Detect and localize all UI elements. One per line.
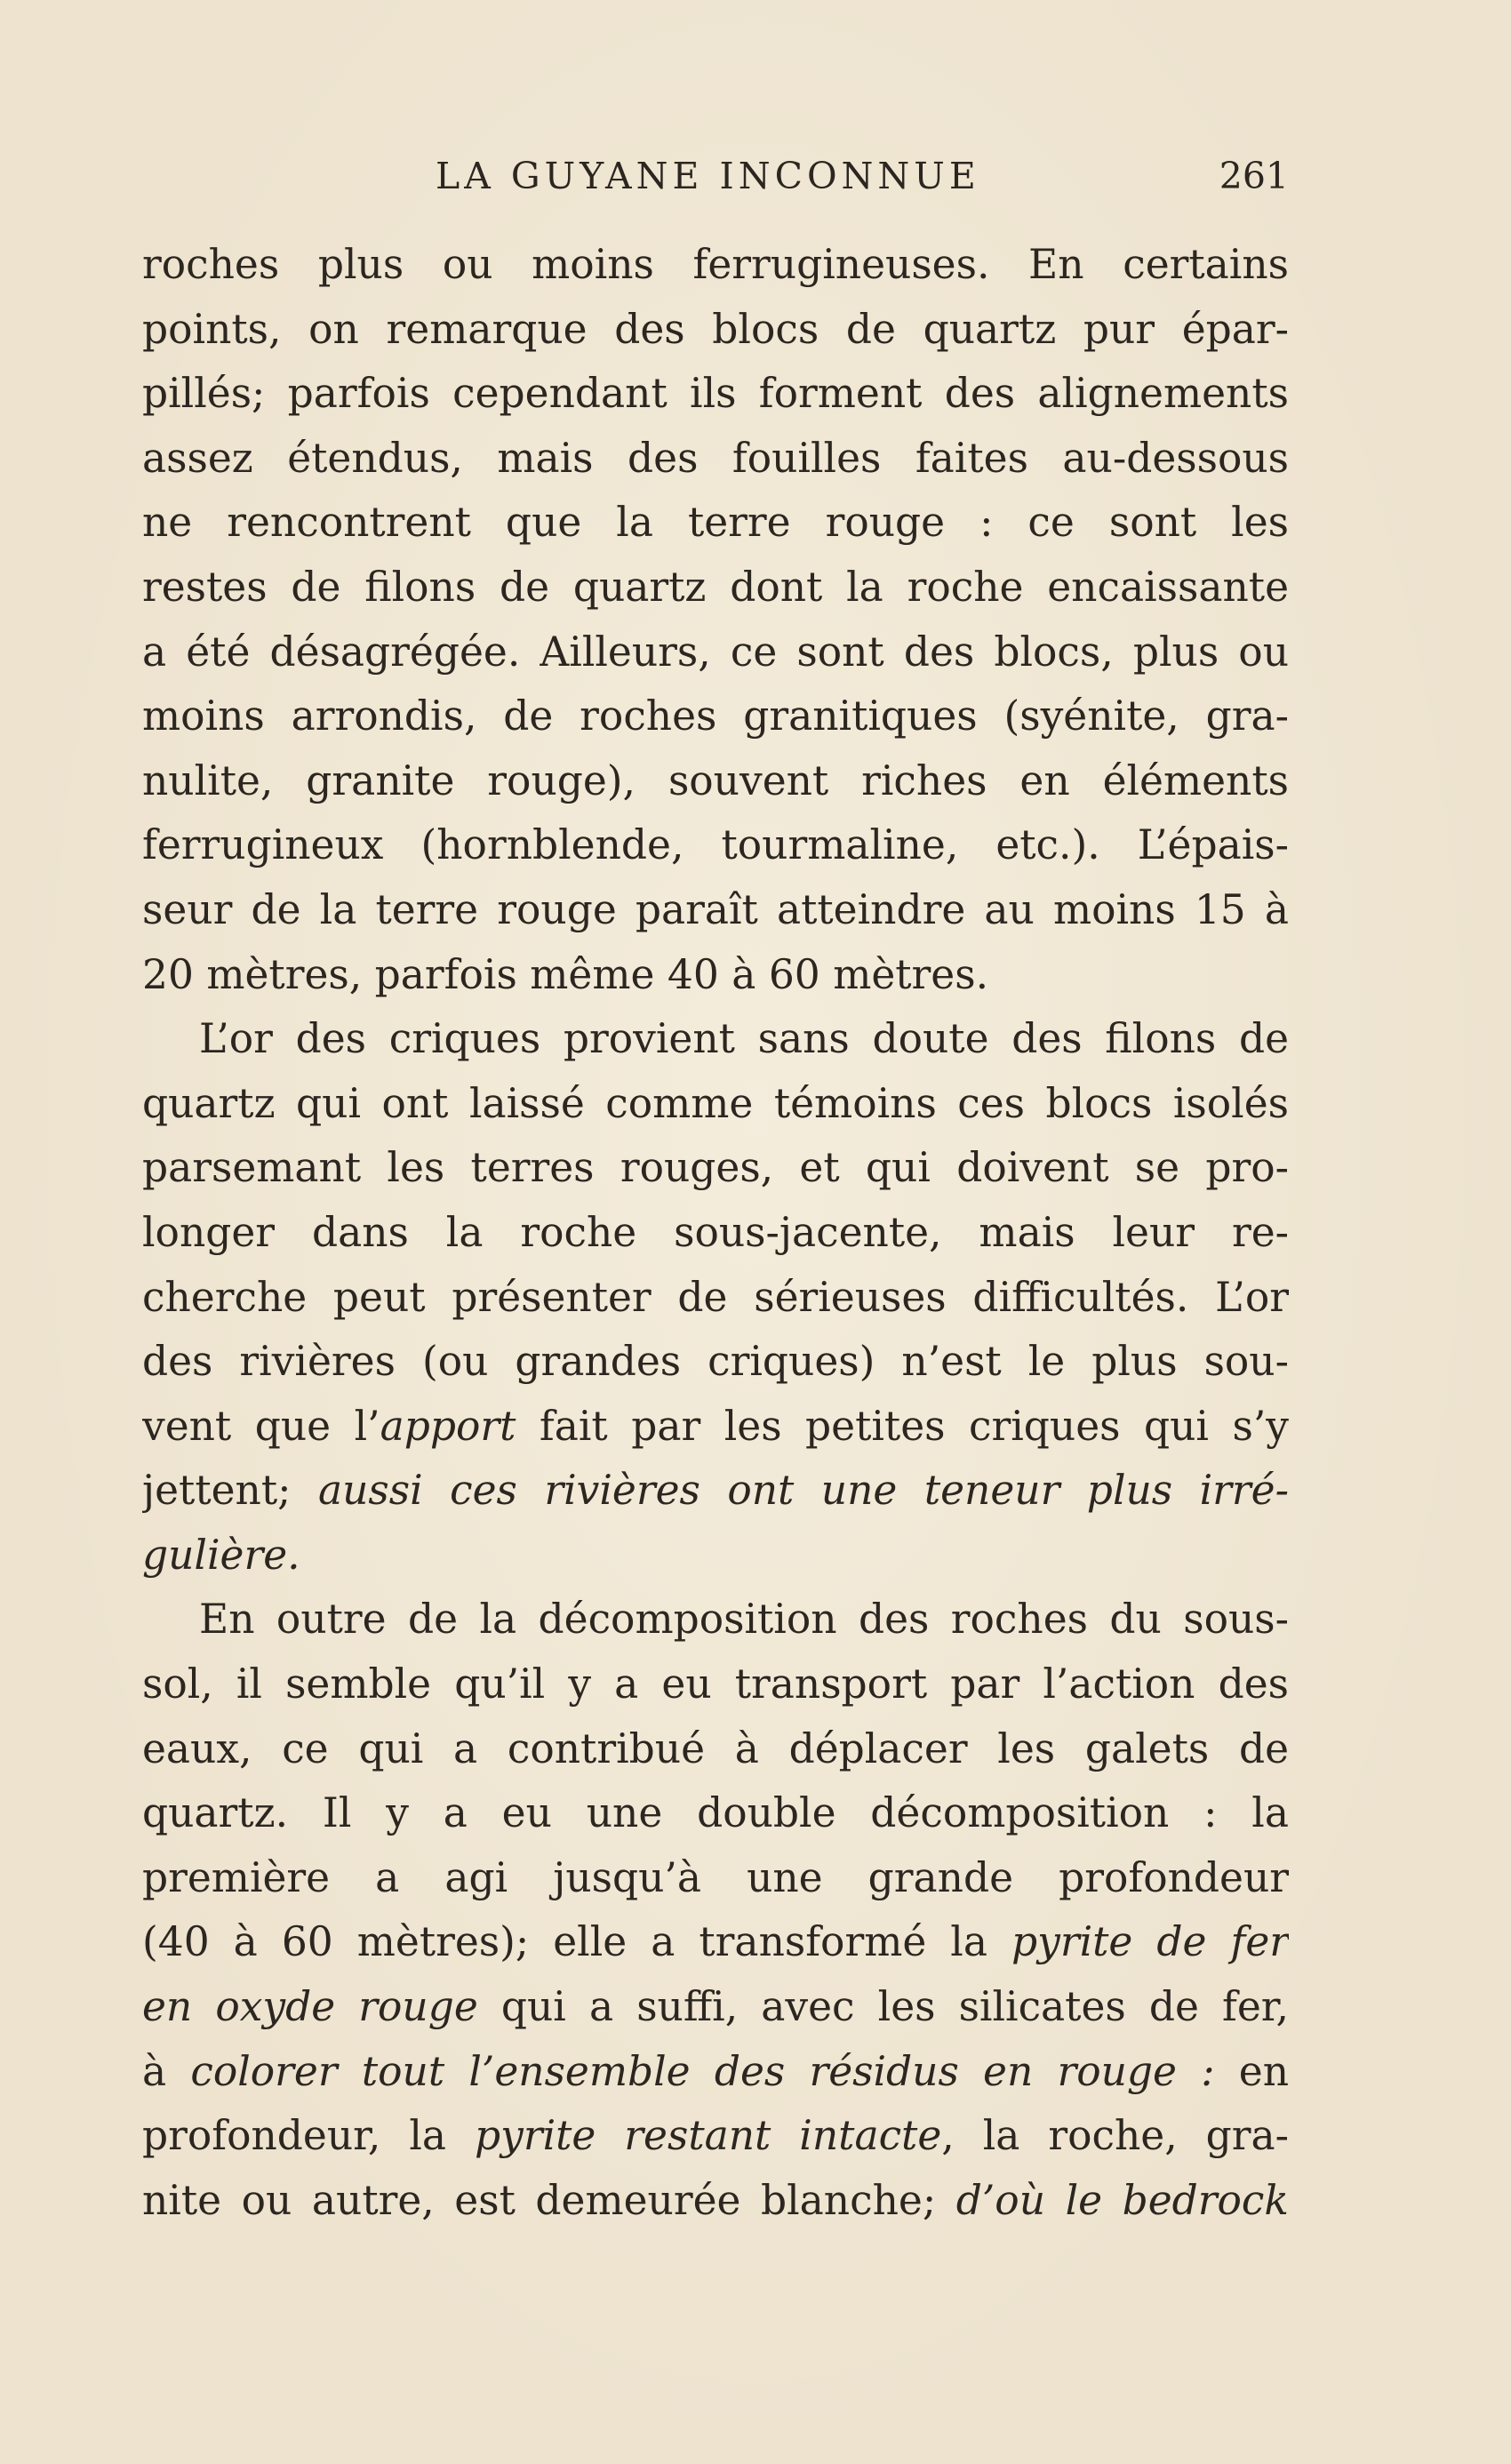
text-line: à colorer tout l’ensemble des résidus en rouge : en	[142, 2047, 1289, 2095]
italic-text: pyrite de fer	[1011, 1918, 1289, 1966]
text-line: moins arrondis, de roches granitiques (syénite, gra-	[142, 692, 1289, 740]
text-line: restes de filons de quartz dont la roche encaissante	[142, 563, 1289, 611]
text-line: profondeur, la pyrite restant intacte, la roche, gra-	[142, 2112, 1289, 2160]
paragraph-2	[142, 1007, 1289, 1588]
italic-text: d’où le bedrock	[955, 2176, 1289, 2224]
text-line: a été désagrégée. Ailleurs, ce sont des blocs, plus ou	[142, 628, 1289, 676]
italic-text: aussi ces rivières ont une teneur plus irré-	[317, 1467, 1289, 1515]
text-line: 20 mètres, parfois même 40 à 60 mètres.	[142, 950, 989, 998]
paragraph-3	[142, 1588, 1289, 2233]
text-line: assez étendus, mais des fouilles faites au-dessous	[142, 434, 1289, 482]
italic-text: colorer tout l’ensemble des résidus en rouge :	[190, 2047, 1215, 2095]
text-line: seur de la terre rouge paraît atteindre au moins 15 à	[142, 885, 1289, 933]
page-header	[142, 149, 1289, 203]
text-line: points, on remarque des blocs de quartz pur épar-	[142, 305, 1289, 353]
text-line: pillés; parfois cependant ils forment des alignements	[142, 370, 1289, 418]
italic-text: pyrite restant intacte	[475, 2112, 942, 2160]
text-line: (40 à 60 mètres); elle a transformé la pyrite de fer	[142, 1918, 1289, 1966]
running-title: LA GUYANE INCONNUE	[436, 155, 980, 197]
text-line: roches plus ou moins ferrugineuses. En certains	[142, 241, 1289, 288]
text-line: quartz. Il y a eu une double décomposition : la	[142, 1789, 1289, 1837]
text-line	[142, 1524, 1289, 1588]
italic-text: gulière.	[142, 1531, 300, 1579]
text-line: parsemant les terres rouges, et qui doivent se pro-	[142, 1144, 1289, 1192]
text-line: L’or des criques provient sans doute des filons de	[199, 1015, 1289, 1063]
text-line: ferrugineux (hornblende, tourmaline, etc.). L’épais-	[142, 821, 1289, 869]
text-line: des rivières (ou grandes criques) n’est le plus sou-	[142, 1338, 1289, 1386]
body-text	[142, 233, 1289, 2233]
text-line: cherche peut présenter de sérieuses difficultés. L’or	[142, 1273, 1289, 1321]
text-line: eaux, ce qui a contribué à déplacer les galets de	[142, 1724, 1289, 1772]
text-line: nulite, granite rouge), souvent riches en éléments	[142, 756, 1289, 804]
text-line: nite ou autre, est demeurée blanche; d’où le bedrock	[142, 2176, 1289, 2224]
page-number: 261	[1219, 155, 1289, 197]
text-line: vent que l’apport fait par les petites criques qui s’y	[142, 1402, 1289, 1450]
text-line: première a agi jusqu’à une grande profondeur	[142, 1853, 1289, 1901]
text-line: jettent; aussi ces rivières ont une teneur plus irré-	[142, 1467, 1289, 1515]
text-line: quartz qui ont laissé comme témoins ces blocs isolés	[142, 1079, 1289, 1127]
italic-text: apport	[380, 1402, 516, 1450]
text-line: sol, il semble qu’il y a eu transport par l’action des	[142, 1660, 1289, 1708]
text-line: En outre de la décomposition des roches du sous-	[199, 1596, 1289, 1644]
text-line: longer dans la roche sous-jacente, mais leur re-	[142, 1208, 1289, 1256]
italic-text: en oxyde rouge	[142, 1983, 478, 2031]
text-line: ne rencontrent que la terre rouge : ce sont les	[142, 499, 1289, 547]
text-line: en oxyde rouge qui a suffi, avec les silicates de fer,	[142, 1983, 1289, 2031]
paragraph-1	[142, 233, 1289, 1007]
